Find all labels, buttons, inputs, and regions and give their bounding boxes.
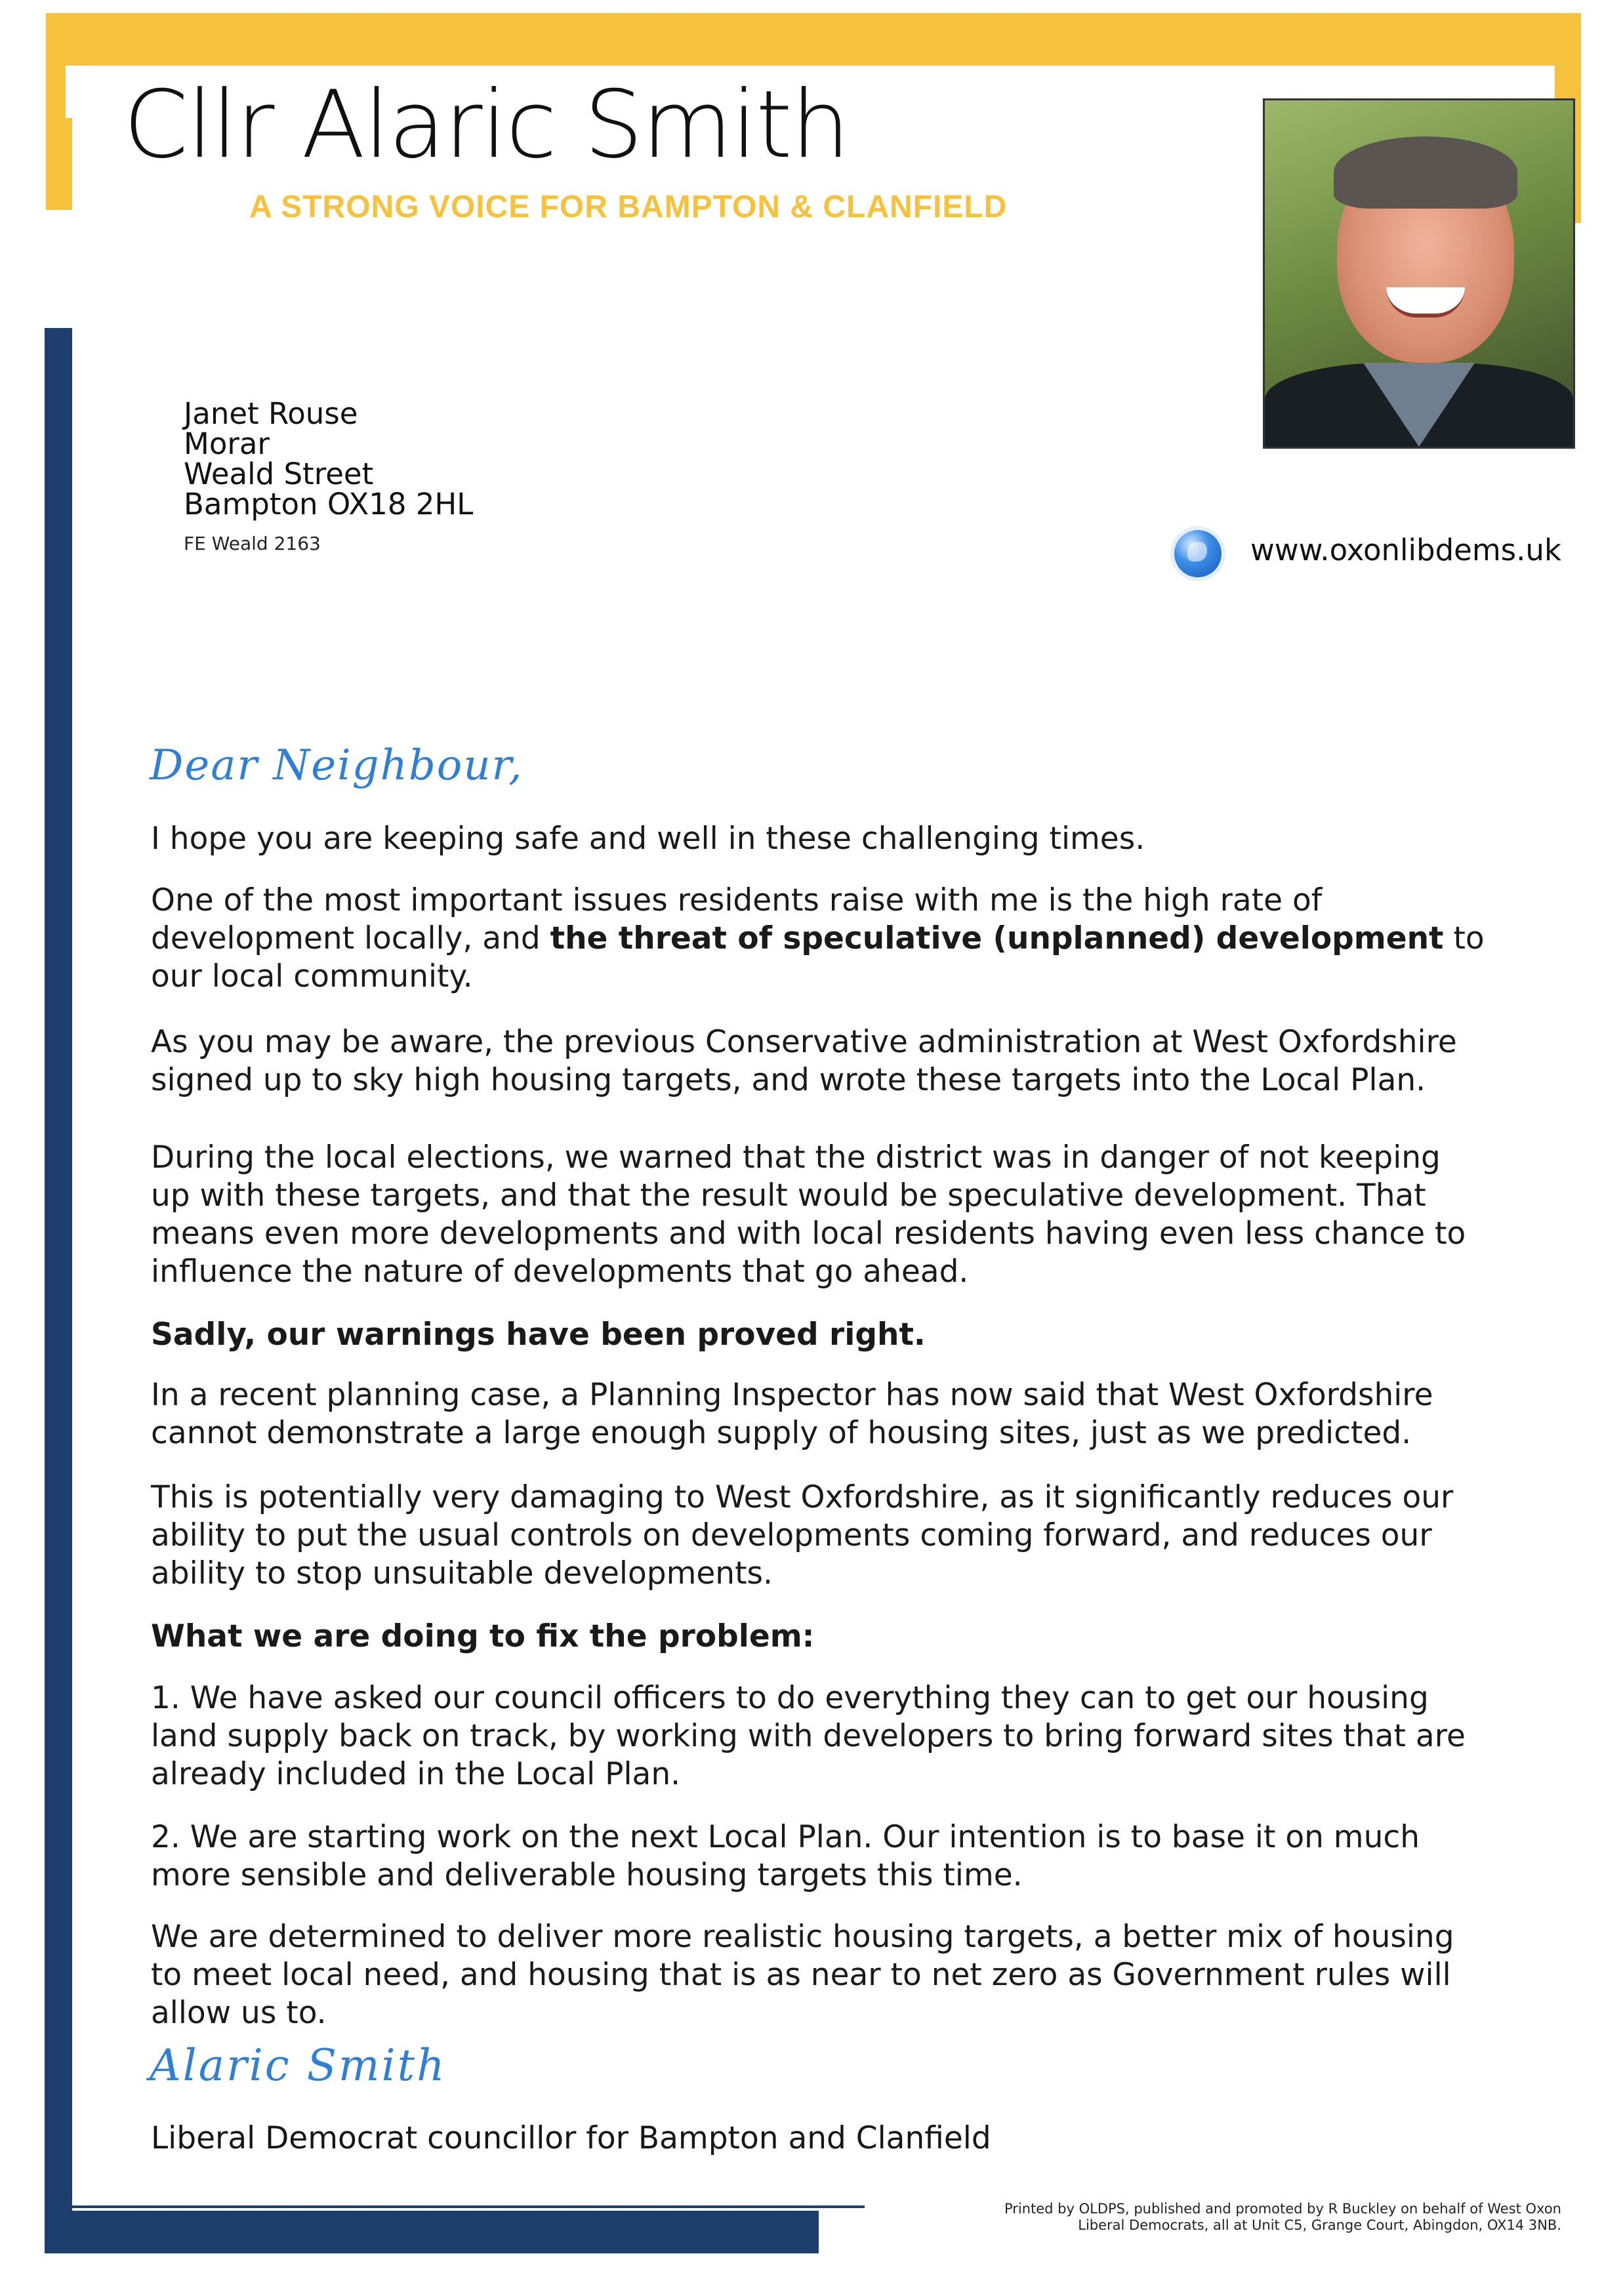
- handwritten-salutation: Dear Neighbour,: [150, 741, 524, 790]
- recipient-name: Janet Rouse: [184, 396, 358, 431]
- bottom-blue-line: [45, 2205, 865, 2208]
- globe-icon: [1174, 530, 1222, 577]
- website-url[interactable]: www.oxonlibdems.uk: [1250, 533, 1562, 567]
- letter-list-item-2: 2. We are starting work on the next Local Plan. Our intention is to base it on much more sensible and deliverable housing targets this time.: [151, 1819, 1420, 1893]
- handwritten-signature: Alaric Smith: [150, 2040, 447, 2091]
- letter-paragraph-7: This is potentially very damaging to West Oxfordshire, as it significantly reduces our ability to put the usual controls on developments coming forward, and reduces our ability to stop unsuitable developments.: [151, 1479, 1454, 1591]
- printer-imprint: Printed by OLDPS, published and promoted by R Buckley on behalf of West Oxon Liberal Democrats, all at Unit C5, Grange Court, Abingdon, OX14 3NB.: [1004, 2201, 1561, 2233]
- photo-hair: [1334, 136, 1517, 209]
- letter-paragraph-3: As you may be aware, the previous Conservative administration at West Oxfordshire signed up to sky high housing targets, and wrote these targets into the Local Plan.: [151, 1024, 1457, 1098]
- paragraph-2-emphasis: the threat of speculative (unplanned) development: [550, 920, 1444, 956]
- address-line-2: Weald Street: [184, 457, 374, 491]
- address-line-1: Morar: [184, 426, 270, 461]
- letter-paragraph-6: In a recent planning case, a Planning Inspector has now said that West Oxfordshire cannot demonstrate a large enough supply of housing sites, just as we predicted.: [151, 1377, 1433, 1451]
- letter-paragraph-2: [151, 882, 1489, 996]
- letterhead-title: Cllr Alaric Smith: [123, 71, 849, 179]
- address-line-3: Bampton OX18 2HL: [184, 487, 474, 522]
- address-reference: FE Weald 2163: [184, 533, 321, 554]
- letter-paragraph-11: We are determined to deliver more realistic housing targets, a better mix of housing to meet local need, and housing that is as near to net zero as Government rules will allow us to.: [151, 1919, 1454, 2031]
- letter-list-item-1: 1. We have asked our council officers to do everything they can to get our housing land supply back on track, by working with developers to bring forward sites that are already included in the Local Plan.: [151, 1680, 1466, 1792]
- letter-paragraph-1: I hope you are keeping safe and well in these challenging times.: [151, 821, 1145, 857]
- paragraph-2-end: to our local community.: [151, 920, 1485, 994]
- paragraph-2-start: One of the most important issues residents raise with me is the high rate of development locally, and: [151, 882, 1323, 956]
- signoff-title: Liberal Democrat councillor for Bampton and Clanfield: [151, 2120, 991, 2156]
- letter-paragraph-4: During the local elections, we warned that the district was in danger of not keeping up with these targets, and that the result would be speculative development. That means even more developments and with local residents having even less chance to influence the nature of developments that go ahead.: [151, 1139, 1466, 1290]
- recipient-address: [184, 396, 474, 522]
- letter-heading-fix: What we are doing to fix the problem:: [151, 1618, 815, 1654]
- letterhead-tagline: A STRONG VOICE FOR BAMPTON & CLANFIELD: [249, 190, 1008, 224]
- bottom-blue-band: [45, 2211, 819, 2253]
- left-blue-band: [45, 328, 72, 2253]
- councillor-photo: [1263, 98, 1575, 449]
- letter-heading-warnings: Sadly, our warnings have been proved right.: [151, 1317, 926, 1353]
